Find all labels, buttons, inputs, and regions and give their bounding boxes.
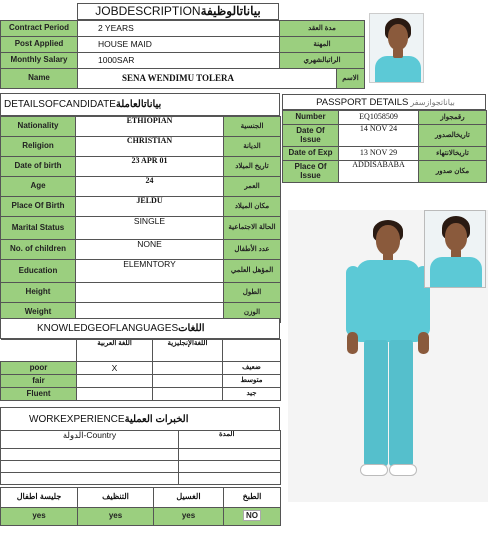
label-children: No. of children	[1, 240, 76, 260]
languages-col-arabic: اللغة العربية	[77, 340, 153, 362]
full-photo-right-shoe	[389, 464, 417, 476]
photo-face	[388, 24, 408, 50]
candidate-photo-inset	[424, 210, 486, 288]
value-height	[76, 283, 224, 303]
value-name: SENA WENDIMU TOLERA	[78, 69, 337, 89]
label-post-applied: Post Applied	[1, 37, 78, 53]
passport-table	[282, 110, 487, 183]
label-ar-children: عدد الأطفال	[224, 240, 281, 260]
job-description-title	[77, 3, 279, 20]
photo-neck	[393, 48, 403, 58]
skill-value-cleaning: yes	[78, 508, 154, 526]
skill-value-washing: yes	[154, 508, 224, 526]
skill-value-cooking-text: NO	[243, 510, 261, 521]
full-photo-left-shoe	[360, 464, 388, 476]
value-religion: CHRISTIAN	[76, 137, 224, 157]
value-contract-period: 2 YEARS	[78, 21, 280, 37]
languages-title-en: KNOWLEDGEOFLANGUAGES	[37, 323, 179, 334]
label-fair: fair	[1, 375, 77, 388]
label-ar-post-applied: المهنة	[280, 37, 365, 53]
label-nationality: Nationality	[1, 117, 76, 137]
label-ar-fair: متوسط	[223, 375, 281, 388]
label-date-of-issue: Date Of Issue	[283, 125, 339, 147]
value-place-of-issue: ADDISABABA	[339, 161, 419, 183]
value-poor-english	[153, 362, 223, 375]
value-fair-english	[153, 375, 223, 388]
value-monthly-salary: 1000SAR	[78, 53, 280, 69]
candidate-title	[0, 93, 280, 116]
languages-blank-header	[1, 340, 77, 362]
skill-value-babysitting: yes	[1, 508, 78, 526]
experience-title-en: WORKEXPERIENCE	[29, 413, 125, 425]
full-photo-left-leg	[364, 340, 388, 466]
label-marital-status: Marital Status	[1, 217, 76, 240]
value-passport-number: EQ1058509	[339, 111, 419, 125]
experience-col-period: المدة	[179, 431, 281, 449]
value-nationality: ETHIOPIAN	[76, 117, 224, 137]
languages-title	[0, 318, 280, 339]
label-education: Education	[1, 260, 76, 283]
experience-col-country: الدولة-Country	[1, 431, 179, 449]
value-date-of-exp: 13 NOV 29	[339, 147, 419, 161]
experience-table	[0, 430, 281, 485]
experience-row-1-country	[1, 449, 179, 461]
languages-blank-header-right	[223, 340, 281, 362]
skill-header-cleaning: التنظيف	[78, 488, 154, 508]
value-children: NONE	[76, 240, 224, 260]
label-fluent: Fluent	[1, 388, 77, 401]
label-ar-religion: الديانة	[224, 137, 281, 157]
value-age: 24	[76, 177, 224, 197]
experience-row-3-period	[179, 473, 281, 485]
experience-section	[0, 407, 280, 485]
label-ar-age: العمر	[224, 177, 281, 197]
languages-section	[0, 318, 280, 401]
label-ar-place-of-issue: مكان صدور	[419, 161, 487, 183]
label-age: Age	[1, 177, 76, 197]
passport-section	[282, 94, 486, 183]
label-ar-date-of-exp: تاريخالانتهاء	[419, 147, 487, 161]
value-date-of-birth: 23 APR 01	[76, 157, 224, 177]
skills-table	[0, 487, 281, 526]
languages-col-english: اللغةالإنجليزية	[153, 340, 223, 362]
value-fair-arabic	[77, 375, 153, 388]
label-passport-number: Number	[283, 111, 339, 125]
full-photo-right-hand	[418, 332, 429, 354]
candidate-title-en: DETAILSOFCANDIDATE	[4, 99, 116, 110]
full-photo-face	[376, 225, 400, 255]
experience-row-1-period	[179, 449, 281, 461]
skill-header-washing: الغسيل	[154, 488, 224, 508]
value-education: ELEMNTORY	[76, 260, 224, 283]
experience-title	[0, 407, 280, 430]
value-date-of-issue: 14 NOV 24	[339, 125, 419, 147]
label-ar-weight: الوزن	[224, 303, 281, 323]
value-poor-arabic: X	[77, 362, 153, 375]
skill-header-babysitting: جليسة اطفال	[1, 488, 78, 508]
passport-title	[282, 94, 486, 110]
languages-title-ar: اللغات	[178, 323, 205, 334]
skill-header-cooking: الطبخ	[224, 488, 281, 508]
experience-row-2-country	[1, 461, 179, 473]
value-marital-status: SINGLE	[76, 217, 224, 240]
experience-title-ar: الخبرات العملية	[124, 413, 189, 425]
label-place-of-birth: Place Of Birth	[1, 197, 76, 217]
label-ar-marital-status: الحالة الاجتماعية	[224, 217, 281, 240]
value-fluent-english	[153, 388, 223, 401]
candidate-title-ar: بياناتالعاملة	[115, 99, 162, 110]
candidate-table	[0, 116, 281, 323]
value-post-applied: HOUSE MAID	[78, 37, 280, 53]
label-date-of-birth: Date of birth	[1, 157, 76, 177]
label-ar-place-of-birth: مكان الميلاد	[224, 197, 281, 217]
full-photo-left-arm	[346, 266, 360, 336]
inset-photo-scrubs	[430, 257, 482, 288]
label-weight: Weight	[1, 303, 76, 323]
label-height: Height	[1, 283, 76, 303]
label-name: Name	[1, 69, 78, 89]
job-title-ar: بياناتالوظيفة	[200, 4, 261, 18]
label-ar-fluent: جيد	[223, 388, 281, 401]
job-title-en: JOBDESCRIPTION	[95, 4, 201, 18]
label-ar-name: الاسم	[337, 69, 365, 89]
candidate-section	[0, 93, 280, 323]
label-religion: Religion	[1, 137, 76, 157]
skill-value-cooking	[224, 508, 281, 526]
label-contract-period: Contract Period	[1, 21, 78, 37]
full-photo-left-hand	[347, 332, 358, 354]
label-place-of-issue: Place Of Issue	[283, 161, 339, 183]
candidate-photo-small	[369, 13, 424, 83]
label-ar-monthly-salary: الراتبالشهري	[280, 53, 365, 69]
label-monthly-salary: Monthly Salary	[1, 53, 78, 69]
label-poor: poor	[1, 362, 77, 375]
label-ar-height: الطول	[224, 283, 281, 303]
photo-scrubs	[375, 56, 421, 83]
experience-row-3-country	[1, 473, 179, 485]
label-ar-education: المؤهل العلمي	[224, 260, 281, 283]
label-ar-nationality: الجنسية	[224, 117, 281, 137]
label-ar-passport-number: رقمجواز	[419, 111, 487, 125]
label-ar-contract-period: مدة العقد	[280, 21, 365, 37]
value-fluent-arabic	[77, 388, 153, 401]
full-photo-right-leg	[389, 340, 413, 466]
full-photo-scrub-top	[356, 260, 420, 342]
label-ar-date-of-birth: تاريخ الميلاد	[224, 157, 281, 177]
label-ar-date-of-issue: تاريخالصدور	[419, 125, 487, 147]
label-date-of-exp: Date of Exp	[283, 147, 339, 161]
job-description-table	[0, 20, 365, 89]
passport-title-en: PASSPORT DETAILS	[316, 96, 409, 108]
label-ar-poor: ضعيف	[223, 362, 281, 375]
inset-photo-face	[445, 223, 467, 251]
value-place-of-birth: JELDU	[76, 197, 224, 217]
languages-table	[0, 339, 281, 401]
experience-row-2-period	[179, 461, 281, 473]
passport-title-ar: بياناتجوازسفر	[410, 97, 455, 107]
